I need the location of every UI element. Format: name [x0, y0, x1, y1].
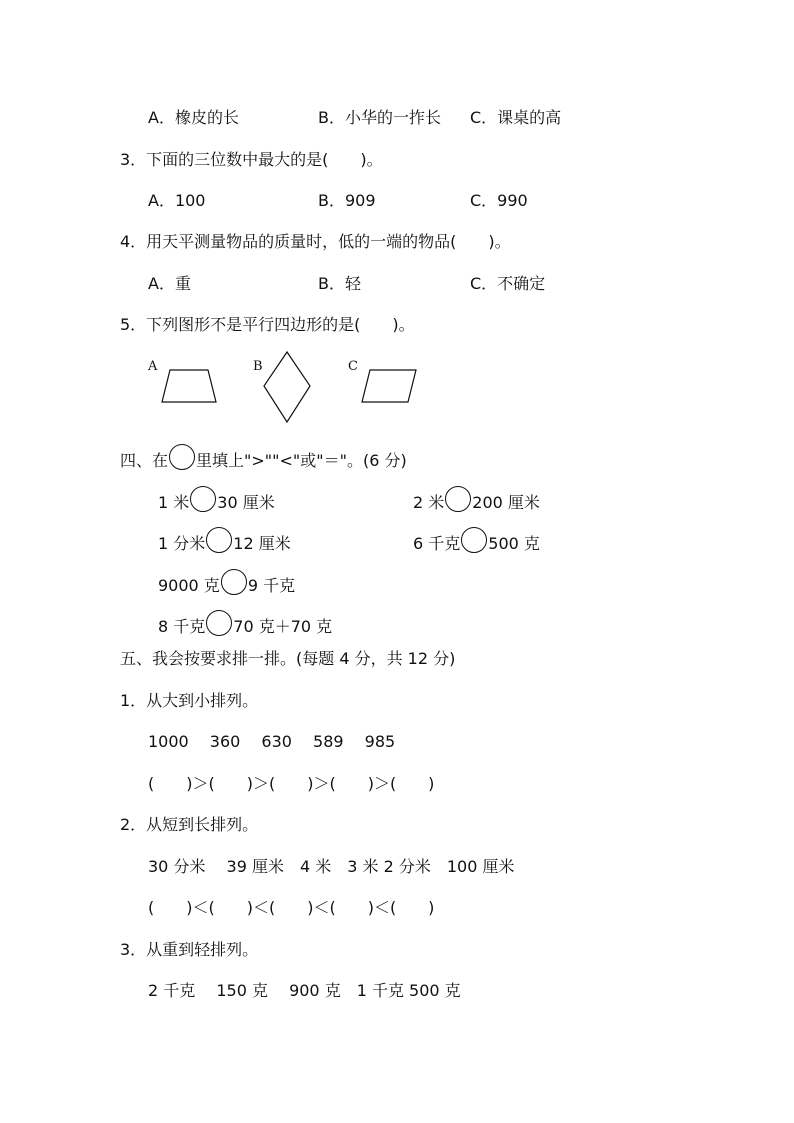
compare-circle[interactable]	[190, 486, 216, 512]
compare-item-5	[158, 569, 295, 597]
p2-blanks[interactable]: ( )＜( )＜( )＜( )＜( )	[148, 898, 435, 917]
q4-option-b: B．轻	[318, 274, 361, 293]
compare-item-6	[158, 610, 332, 638]
compare-left: 1 米	[158, 493, 190, 512]
q3-stem: 3．下面的三位数中最大的是( )。	[120, 150, 383, 169]
compare-left: 1 分米	[158, 534, 206, 553]
q3-option-b: B．909	[318, 191, 376, 210]
q4-option-c: C．不确定	[470, 274, 546, 293]
compare-left: 9000 克	[158, 576, 220, 595]
rhombus-shape	[260, 350, 314, 424]
q3-option-c: C．990	[470, 191, 528, 210]
p2-stem: 2．从短到长排列。	[120, 815, 259, 834]
compare-item-4	[413, 527, 540, 555]
p1-numbers: 1000 360 630 589 985	[148, 732, 396, 751]
compare-circle[interactable]	[206, 610, 232, 636]
shape-label-a: A	[148, 359, 158, 374]
compare-item-1	[158, 486, 275, 514]
q4-option-a: A．重	[148, 274, 191, 293]
p3-stem: 3．从重到轻排列。	[120, 940, 259, 959]
compare-left: 2 米	[413, 493, 445, 512]
p1-stem: 1．从大到小排列。	[120, 691, 259, 710]
compare-left: 6 千克	[413, 534, 461, 553]
shape-label-c: C	[348, 359, 358, 374]
p2-numbers: 30 分米 39 厘米 4 米 3 米 2 分米 100 厘米	[148, 857, 515, 876]
trapezoid-shape	[158, 366, 220, 406]
compare-left: 8 千克	[158, 617, 206, 636]
compare-circle[interactable]	[206, 527, 232, 553]
compare-circle[interactable]	[461, 527, 487, 553]
compare-right: 12 厘米	[233, 534, 291, 553]
compare-item-2	[413, 486, 540, 514]
compare-circle[interactable]	[445, 486, 471, 512]
blank-circle-icon[interactable]	[169, 444, 195, 470]
compare-circle[interactable]	[221, 569, 247, 595]
compare-right: 30 厘米	[217, 493, 275, 512]
section4-title	[120, 444, 407, 472]
q5-stem: 5．下列图形不是平行四边形的是( )。	[120, 315, 415, 334]
q4-stem: 4．用天平测量物品的质量时，低的一端的物品( )。	[120, 232, 511, 251]
compare-right: 500 克	[488, 534, 540, 553]
p3-numbers: 2 千克 150 克 900 克 1 千克 500 克	[148, 981, 461, 1000]
q2-option-c: C．课桌的高	[470, 108, 562, 127]
shape-label-b: B	[253, 359, 263, 374]
section5-title: 五、我会按要求排一排。(每题 4 分，共 12 分)	[120, 649, 456, 668]
q2-option-a: A．橡皮的长	[148, 108, 239, 127]
p1-blanks[interactable]: ( )＞( )＞( )＞( )＞( )	[148, 774, 435, 793]
q2-option-b: B．小华的一拃长	[318, 108, 441, 127]
section4-title-post: 里填上">""<"或"＝"。(6 分)	[196, 451, 407, 470]
q3-option-a: A．100	[148, 191, 206, 210]
parallelogram-shape	[358, 366, 420, 406]
compare-right: 200 厘米	[472, 493, 540, 512]
compare-right: 9 千克	[247, 576, 296, 595]
compare-right: 70 克＋70 克	[233, 617, 333, 636]
section4-title-pre: 四、在	[120, 451, 169, 470]
compare-item-3	[158, 527, 291, 555]
